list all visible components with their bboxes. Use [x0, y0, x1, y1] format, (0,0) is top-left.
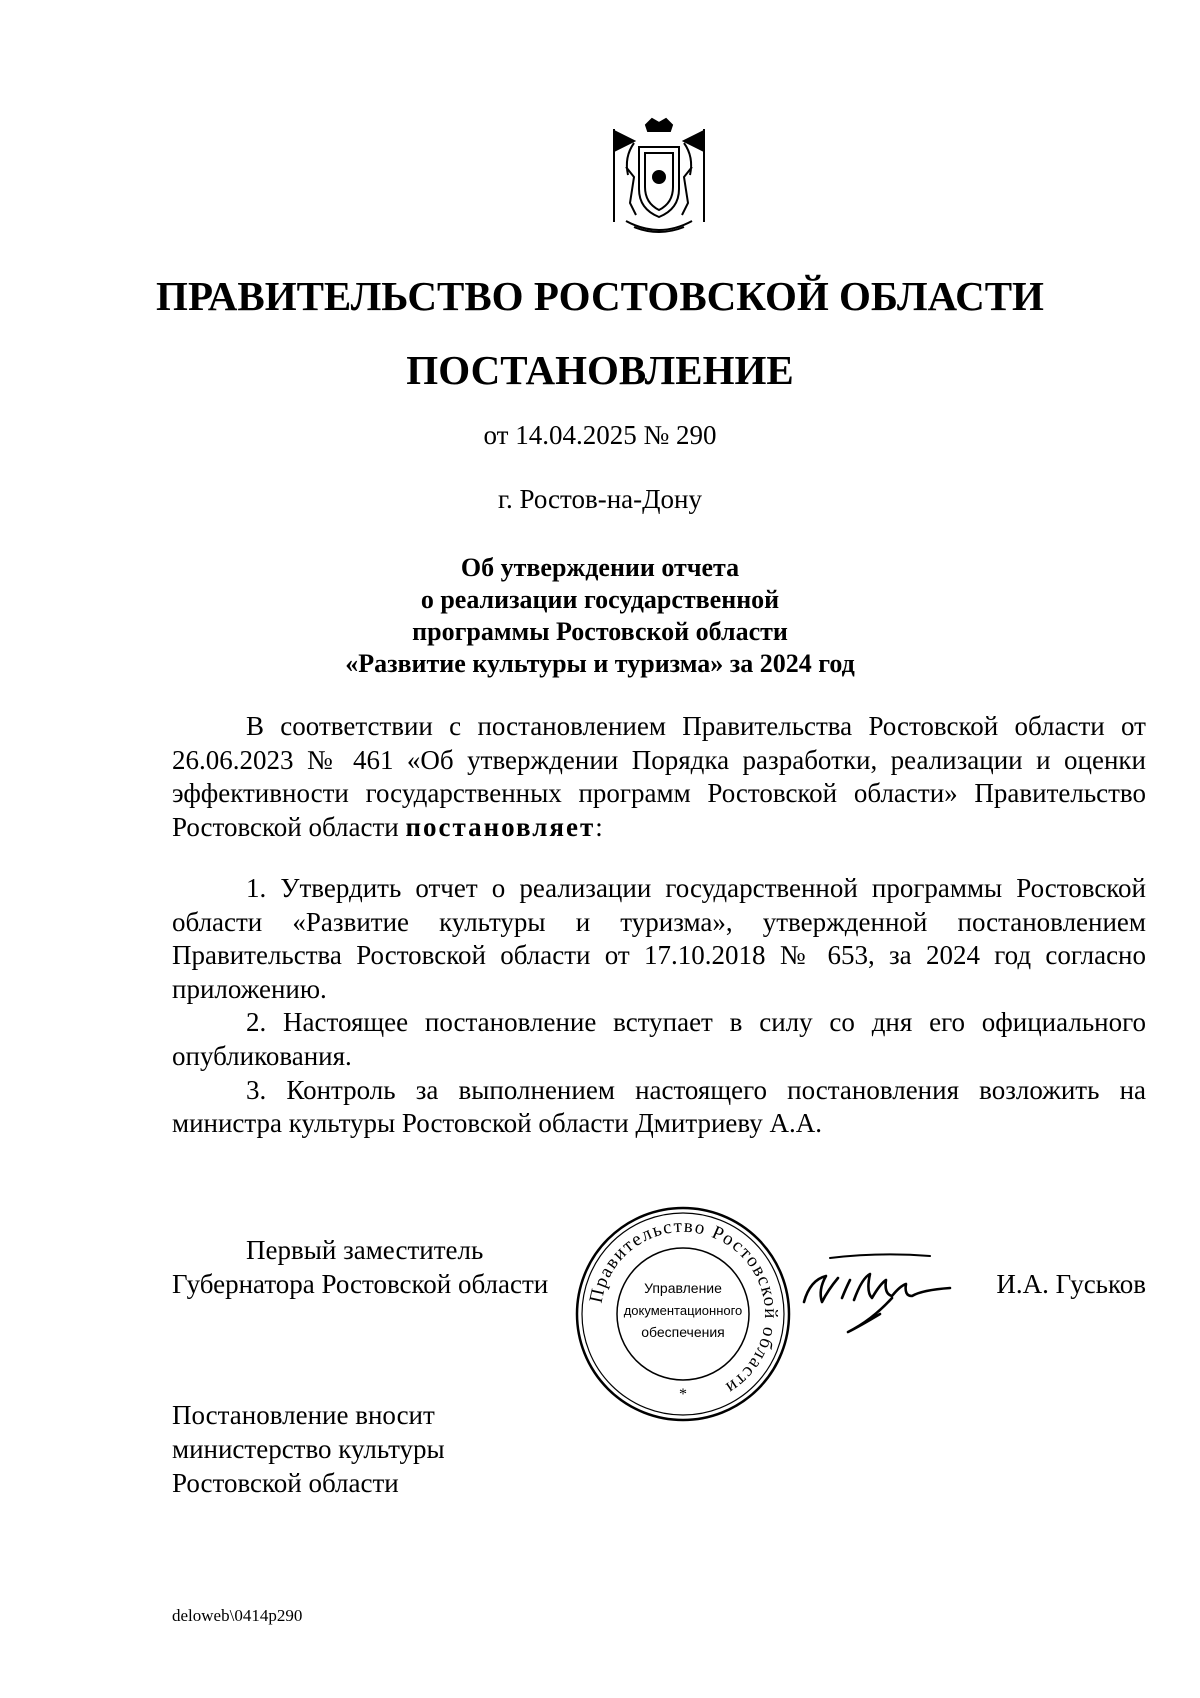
- signer-name: И.А. Гуськов: [996, 1269, 1146, 1299]
- title-line: о реализации государственной: [420, 585, 780, 614]
- coat-of-arms-icon: [604, 117, 714, 240]
- document-date-number: от 14.04.2025 № 290: [483, 420, 717, 450]
- seal-center-line: документационного: [623, 1303, 743, 1318]
- resolution-item: 2. Настоящее постановление вступает в силу со дня его официального опубликования.: [172, 1007, 1146, 1071]
- preamble: [172, 710, 1146, 844]
- resolution-verb: постановляет: [405, 811, 596, 842]
- submitter-note: [172, 1398, 445, 1500]
- title-line: программы Ростовской области: [412, 617, 788, 646]
- resolution-item: 1. Утвердить отчет о реализации государственной программы Ростовской области «Развитие культуры и туризма», утвержденной постановлением Правительства Ростовской области от 17.10.2018 № 653, за 2024 год согласно приложению.: [172, 873, 1146, 1004]
- submitter-line: министерство культуры: [172, 1434, 445, 1464]
- title-line: «Развитие культуры и туризма» за 2024 год: [345, 649, 855, 678]
- document-city: г. Ростов-на-Дону: [497, 484, 702, 514]
- seal-ring-text: Правительство Ростовской области: [585, 1215, 782, 1399]
- handwritten-signature: [800, 1240, 980, 1340]
- seal-center-line: обеспечения: [641, 1324, 725, 1340]
- preamble-text: В соответствии с постановлением Правительства Ростовской области от 26.06.2023 № 461 «Об утверждении Порядка разработки, реализации и оценки эффективности государственных программ Ростовской области» Правительство Ростовской области: [172, 711, 1146, 842]
- seal-star: *: [679, 1386, 687, 1403]
- signer-title-line: Первый заместитель: [246, 1235, 484, 1265]
- seal-center-line: Управление: [644, 1280, 722, 1296]
- submitter-line: Постановление вносит: [172, 1400, 435, 1430]
- signer-title-line: Губернатора Ростовской области: [172, 1268, 549, 1299]
- submitter-line: Ростовской области: [172, 1468, 399, 1498]
- document-type: ПОСТАНОВЛЕНИЕ: [406, 347, 794, 393]
- official-seal: [572, 1203, 794, 1425]
- issuing-authority: ПРАВИТЕЛЬСТВО РОСТОВСКОЙ ОБЛАСТИ: [156, 273, 1044, 319]
- preamble-end: :: [595, 811, 603, 842]
- signer-title: [172, 1234, 548, 1301]
- document-title: [0, 552, 1200, 680]
- file-code: deloweb\0414p290: [172, 1606, 303, 1625]
- resolution-item: 3. Контроль за выполнением настоящего постановления возложить на министра культуры Ростовской области Дмитриеву А.А.: [172, 1074, 1146, 1139]
- resolution-items: [172, 872, 1146, 1141]
- title-line: Об утверждении отчета: [460, 553, 740, 582]
